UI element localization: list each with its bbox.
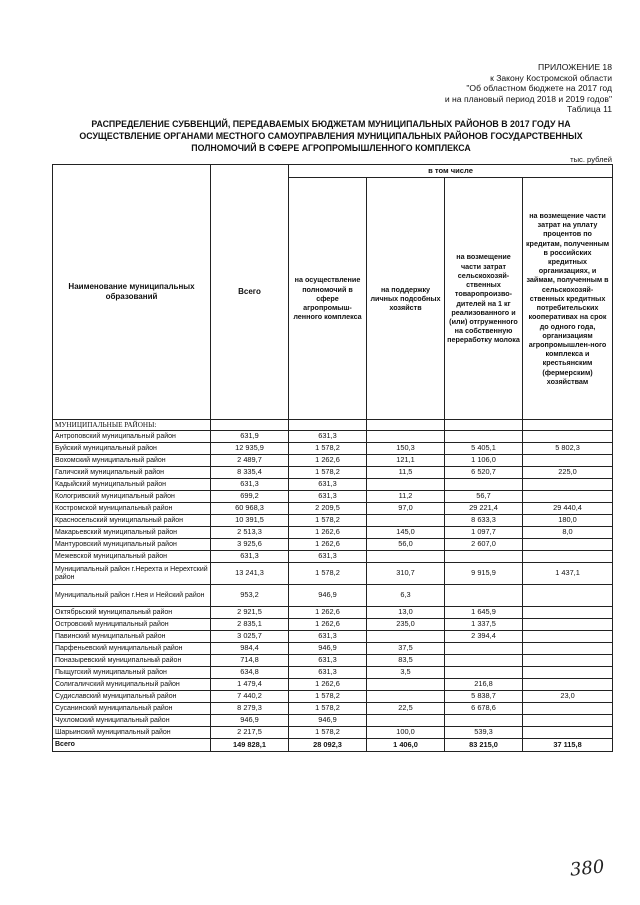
table-row [53, 667, 613, 679]
table-row [53, 467, 613, 479]
credit-interest-value [523, 667, 613, 679]
district-name: Кадыйский муниципальный район [53, 479, 211, 491]
agro-powers-value: 946,9 [289, 643, 367, 655]
household-support-value [367, 551, 445, 563]
household-support-value [367, 479, 445, 491]
table-row [53, 691, 613, 703]
total-value: 714,8 [211, 655, 289, 667]
district-name: Сусанинский муниципальный район [53, 703, 211, 715]
table-row [53, 539, 613, 551]
appendix-block [445, 62, 612, 115]
table-row [53, 585, 613, 607]
total-value: 1 479,4 [211, 679, 289, 691]
milk-compensation-value: 1 337,5 [445, 619, 523, 631]
milk-compensation-value [445, 479, 523, 491]
credit-interest-value [523, 631, 613, 643]
total-value: 631,3 [211, 551, 289, 563]
district-name: Солигаличский муниципальный район [53, 679, 211, 691]
household-support-value: 150,3 [367, 443, 445, 455]
credit-interest-value [523, 585, 613, 607]
milk-compensation-value: 216,8 [445, 679, 523, 691]
credit-interest-value [523, 703, 613, 715]
milk-compensation-value: 1 106,0 [445, 455, 523, 467]
district-name: Парфеньевский муниципальный район [53, 643, 211, 655]
total-value: 10 391,5 [211, 515, 289, 527]
district-name: Шарьинский муниципальный район [53, 727, 211, 739]
total-value: 3 925,6 [211, 539, 289, 551]
total-value: 13 241,3 [211, 563, 289, 585]
credit-interest-value: 225,0 [523, 467, 613, 479]
credit-interest-value [523, 539, 613, 551]
appendix-line: Таблица 11 [566, 104, 612, 115]
credit-interest-value [523, 619, 613, 631]
household-support-value: 145,0 [367, 527, 445, 539]
agro-powers-value: 1 578,2 [289, 467, 367, 479]
subsidy-table [52, 164, 613, 752]
table-row [53, 715, 613, 727]
district-name: Пыщугский муниципальный район [53, 667, 211, 679]
table-row [53, 655, 613, 667]
household-support-value [367, 715, 445, 727]
household-support-value: 22,5 [367, 703, 445, 715]
credit-interest-value [523, 431, 613, 443]
district-name: Октябрьский муниципальный район [53, 607, 211, 619]
district-name: Кологривский муниципальный район [53, 491, 211, 503]
total-household-support-value: 1 406,0 [367, 739, 445, 752]
agro-powers-value: 1 262,6 [289, 607, 367, 619]
milk-compensation-value [445, 655, 523, 667]
total-district-name: Всего [53, 739, 211, 752]
table-row [53, 727, 613, 739]
table-row [53, 515, 613, 527]
total-value: 2 217,5 [211, 727, 289, 739]
district-name: Судиславский муниципальный район [53, 691, 211, 703]
milk-compensation-value: 2 394,4 [445, 631, 523, 643]
appendix-line: ПРИЛОЖЕНИЕ 18 [538, 62, 612, 72]
household-support-value: 11,2 [367, 491, 445, 503]
milk-compensation-value: 5 405,1 [445, 443, 523, 455]
total-value: 631,9 [211, 431, 289, 443]
milk-compensation-value [445, 585, 523, 607]
credit-interest-value [523, 679, 613, 691]
agro-powers-value: 946,9 [289, 585, 367, 607]
agro-powers-value: 1 578,2 [289, 443, 367, 455]
page-number: 380 [568, 856, 606, 881]
household-support-value: 11,5 [367, 467, 445, 479]
agro-powers-value: 631,3 [289, 631, 367, 643]
table-row [53, 563, 613, 585]
total-value: 12 935,9 [211, 443, 289, 455]
credit-interest-value: 5 802,3 [523, 443, 613, 455]
household-support-value [367, 431, 445, 443]
title-line: ОСУЩЕСТВЛЕНИЕ ОРГАНАМИ МЕСТНОГО САМОУПРАВЛЕНИЯ МУНИЦИПАЛЬНЫХ РАЙОНОВ ГОСУДАРСТВЕННЫХ [79, 131, 583, 141]
table-row [53, 527, 613, 539]
total-value: 946,9 [211, 715, 289, 727]
table-row [53, 503, 613, 515]
appendix-line: к Закону Костромской области [490, 72, 612, 83]
agro-powers-value: 1 262,6 [289, 527, 367, 539]
household-support-value: 235,0 [367, 619, 445, 631]
table-row [53, 443, 613, 455]
agro-powers-value: 1 578,2 [289, 563, 367, 585]
milk-compensation-value [445, 551, 523, 563]
household-support-value: 310,7 [367, 563, 445, 585]
header-household-support: на поддержку личных подсобных хозяйств [367, 178, 445, 420]
household-support-value: 83,5 [367, 655, 445, 667]
household-support-value [367, 691, 445, 703]
total-credit-interest-value: 37 115,8 [523, 739, 613, 752]
household-support-value [367, 515, 445, 527]
household-support-value [367, 631, 445, 643]
appendix-line: и на плановый период 2018 и 2019 годов" [444, 93, 612, 104]
milk-compensation-value: 6 520,7 [445, 467, 523, 479]
appendix-line: "Об областном бюджете на 2017 год [466, 83, 612, 94]
milk-compensation-value: 1 645,9 [445, 607, 523, 619]
document-title [50, 118, 612, 154]
milk-compensation-value: 8 633,3 [445, 515, 523, 527]
household-support-value: 56,0 [367, 539, 445, 551]
agro-powers-value: 631,3 [289, 479, 367, 491]
total-value: 8 279,3 [211, 703, 289, 715]
total-value: 3 025,7 [211, 631, 289, 643]
household-support-value: 100,0 [367, 727, 445, 739]
total-value: 984,4 [211, 643, 289, 655]
milk-compensation-value [445, 431, 523, 443]
total-value: 631,3 [211, 479, 289, 491]
table-row [53, 619, 613, 631]
credit-interest-value: 8,0 [523, 527, 613, 539]
table-row [53, 479, 613, 491]
agro-powers-value: 631,3 [289, 431, 367, 443]
table-row [53, 551, 613, 563]
household-support-value: 13,0 [367, 607, 445, 619]
agro-powers-value: 946,9 [289, 715, 367, 727]
credit-interest-value: 29 440,4 [523, 503, 613, 515]
agro-powers-value: 1 578,2 [289, 691, 367, 703]
total-total-value: 149 828,1 [211, 739, 289, 752]
credit-interest-value [523, 727, 613, 739]
total-value: 2 835,1 [211, 619, 289, 631]
milk-compensation-value: 29 221,4 [445, 503, 523, 515]
total-value: 8 335,4 [211, 467, 289, 479]
milk-compensation-value: 6 678,6 [445, 703, 523, 715]
agro-powers-value: 1 578,2 [289, 703, 367, 715]
agro-powers-value: 631,3 [289, 655, 367, 667]
household-support-value: 121,1 [367, 455, 445, 467]
total-value: 634,8 [211, 667, 289, 679]
header-credit-interest: на возмещение части затрат на уплату процентов по кредитам, полученным в российских кредитных организациях, и займам, полученным в сельскохозяй-ственных кредитных потребительских кооперативах на срок до одного года, организациям агропромышлен-ного комплекса и крестьянским (фермерским) хозяйствам [523, 178, 613, 420]
table-row [53, 643, 613, 655]
header-group: в том числе [289, 165, 613, 178]
total-value: 7 440,2 [211, 691, 289, 703]
household-support-value: 97,0 [367, 503, 445, 515]
total-milk-compensation-value: 83 215,0 [445, 739, 523, 752]
district-name: Галичский муниципальный район [53, 467, 211, 479]
district-name: Муниципальный район г.Нерехта и Нерехтский район [53, 563, 211, 585]
table-row [53, 431, 613, 443]
agro-powers-value: 1 262,6 [289, 455, 367, 467]
header-total: Всего [211, 165, 289, 420]
district-name: Чухломский муниципальный район [53, 715, 211, 727]
district-name: Вохомский муниципальный район [53, 455, 211, 467]
household-support-value [367, 679, 445, 691]
table-row [53, 679, 613, 691]
total-row [53, 739, 613, 752]
units-label: тыс. рублей [570, 155, 612, 164]
credit-interest-value [523, 479, 613, 491]
district-name: Межевской муниципальный район [53, 551, 211, 563]
header-name: Наименование муниципальных образований [53, 165, 211, 420]
district-name: Красносельский муниципальный район [53, 515, 211, 527]
district-name: Павинский муниципальный район [53, 631, 211, 643]
milk-compensation-value: 539,3 [445, 727, 523, 739]
milk-compensation-value [445, 667, 523, 679]
milk-compensation-value [445, 715, 523, 727]
milk-compensation-value [445, 643, 523, 655]
table-row [53, 607, 613, 619]
district-name: Муниципальный район г.Нея и Нейский район [53, 585, 211, 607]
milk-compensation-value: 1 097,7 [445, 527, 523, 539]
total-value: 2 489,7 [211, 455, 289, 467]
total-value: 953,2 [211, 585, 289, 607]
credit-interest-value: 180,0 [523, 515, 613, 527]
agro-powers-value: 1 262,6 [289, 539, 367, 551]
credit-interest-value: 23,0 [523, 691, 613, 703]
agro-powers-value: 631,3 [289, 551, 367, 563]
credit-interest-value [523, 551, 613, 563]
section-label: МУНИЦИПАЛЬНЫЕ РАЙОНЫ: [53, 420, 211, 431]
total-agro-powers-value: 28 092,3 [289, 739, 367, 752]
table-row [53, 703, 613, 715]
milk-compensation-value: 56,7 [445, 491, 523, 503]
district-name: Мантуровский муниципальный район [53, 539, 211, 551]
agro-powers-value: 631,3 [289, 491, 367, 503]
total-value: 2 921,5 [211, 607, 289, 619]
district-name: Антроповский муниципальный район [53, 431, 211, 443]
total-value: 2 513,3 [211, 527, 289, 539]
header-agro-powers: на осуществление полномочий в сфере агропромыш-ленного комплекса [289, 178, 367, 420]
agro-powers-value: 1 262,6 [289, 679, 367, 691]
agro-powers-value: 1 578,2 [289, 515, 367, 527]
credit-interest-value [523, 455, 613, 467]
credit-interest-value [523, 607, 613, 619]
header-milk-compensation: на возмещение части затрат сельскохозяй-ственных товаропроизво-дителей на 1 кг реализованного и (или) отгруженного на собственную переработку молока [445, 178, 523, 420]
household-support-value: 37,5 [367, 643, 445, 655]
credit-interest-value [523, 715, 613, 727]
agro-powers-value: 1 262,6 [289, 619, 367, 631]
total-value: 699,2 [211, 491, 289, 503]
agro-powers-value: 631,3 [289, 667, 367, 679]
district-name: Костромской муниципальный район [53, 503, 211, 515]
district-name: Буйский муниципальный район [53, 443, 211, 455]
household-support-value: 6,3 [367, 585, 445, 607]
milk-compensation-value: 2 607,0 [445, 539, 523, 551]
household-support-value: 3,5 [367, 667, 445, 679]
credit-interest-value [523, 643, 613, 655]
agro-powers-value: 1 578,2 [289, 727, 367, 739]
district-name: Поназыревский муниципальный район [53, 655, 211, 667]
credit-interest-value: 1 437,1 [523, 563, 613, 585]
credit-interest-value [523, 491, 613, 503]
district-name: Островский муниципальный район [53, 619, 211, 631]
district-name: Макарьевский муниципальный район [53, 527, 211, 539]
total-value: 60 968,3 [211, 503, 289, 515]
milk-compensation-value: 5 838,7 [445, 691, 523, 703]
table-row [53, 631, 613, 643]
title-line: ПОЛНОМОЧИЙ В СФЕРЕ АГРОПРОМЫШЛЕННОГО КОМПЛЕКСА [191, 143, 471, 153]
agro-powers-value: 2 209,5 [289, 503, 367, 515]
table-row [53, 455, 613, 467]
credit-interest-value [523, 655, 613, 667]
title-line: РАСПРЕДЕЛЕНИЕ СУБВЕНЦИЙ, ПЕРЕДАВАЕМЫХ БЮДЖЕТАМ МУНИЦИПАЛЬНЫХ РАЙОНОВ В 2017 ГОДУ НА [91, 119, 571, 129]
table-row [53, 491, 613, 503]
milk-compensation-value: 9 915,9 [445, 563, 523, 585]
